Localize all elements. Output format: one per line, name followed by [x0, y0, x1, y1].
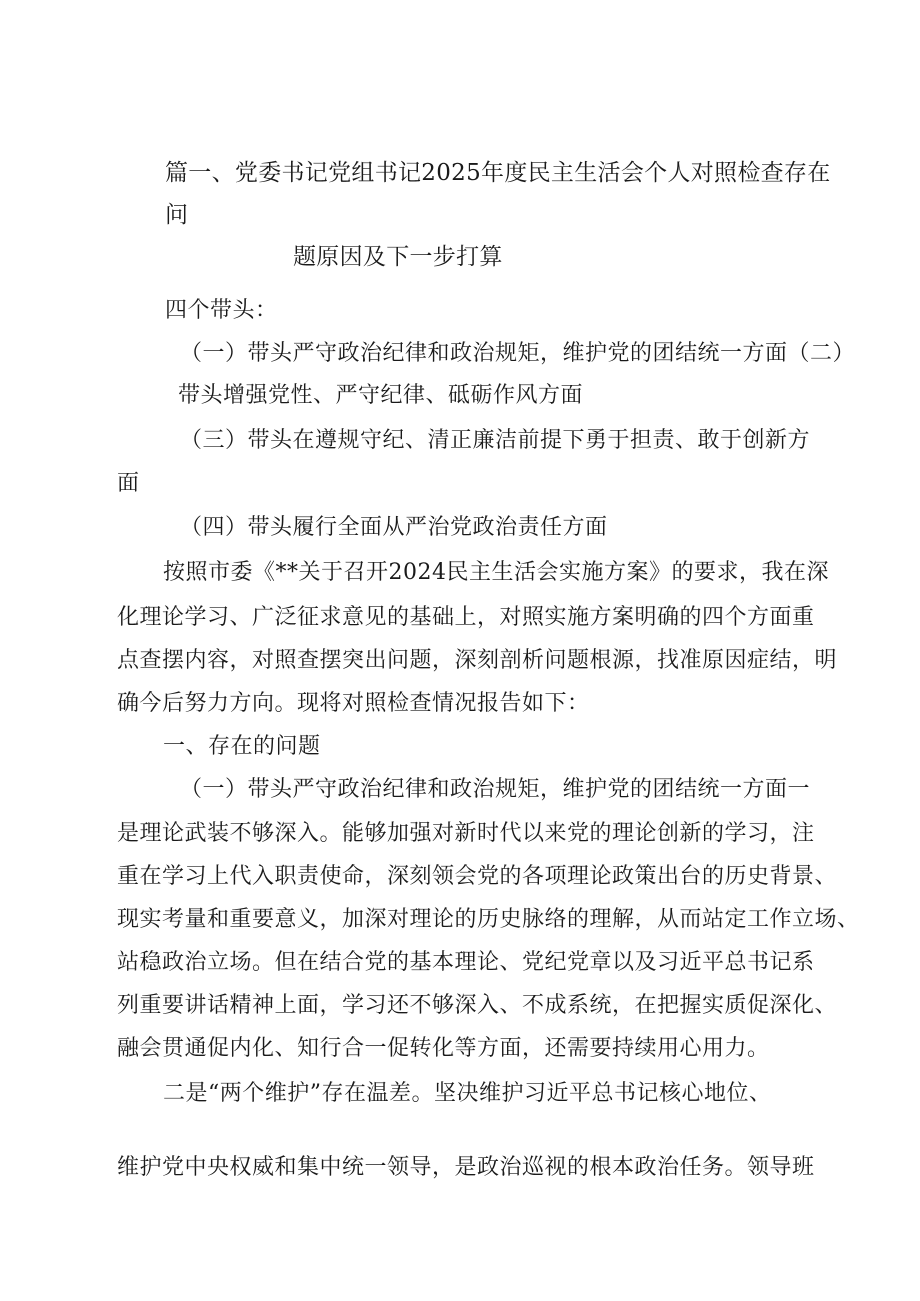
paragraph-line: 点查摆内容，对照查摆突出问题，深刻剖析问题根源，找准原因症结，明: [117, 648, 838, 673]
paragraph-line: 化理论学习、广泛征求意见的基础上，对照实施方案明确的四个方面重: [117, 605, 815, 630]
title-line-1: 篇一、党委书记党组书记2025年度民主生活会个人对照检查存在问: [165, 160, 831, 228]
paragraph-line: （一）带头严守政治纪律和政治规矩，维护党的团结统一方面（二）: [180, 341, 856, 366]
document-title: [165, 152, 845, 278]
paragraph-line: （一）带头严守政治纪律和政治规矩，维护党的团结统一方面一: [180, 777, 811, 802]
paragraph-line: 融会贯通促内化、知行合一促转化等方面，还需要持续用心用力。: [117, 1036, 770, 1061]
title-line-2: 题原因及下一步打算: [293, 244, 503, 270]
paragraph-line: 站稳政治立场。但在结合党的基本理论、党纪党章以及习近平总书记系: [117, 950, 815, 975]
section-heading: 一、存在的问题: [163, 734, 321, 759]
paragraph-line: （四）带头履行全面从严治党政治责任方面: [180, 515, 608, 540]
paragraph-line: 按照市委《**关于召开2024民主生活会实施方案》的要求，我在深: [163, 560, 829, 585]
paragraph-line: 是理论武装不够深入。能够加强对新时代以来党的理论创新的学习，注: [117, 821, 815, 846]
paragraph-line: 带头增强党性、严守纪律、砥砺作风方面: [178, 383, 584, 408]
paragraph-line: 维护党中央权威和集中统一领导，是政治巡视的根本政治任务。领导班: [117, 1155, 815, 1180]
paragraph-line: 面: [117, 471, 140, 496]
paragraph-line: 列重要讲话精神上面，学习还不够深入、不成系统，在把握实质促深化、: [117, 993, 838, 1018]
paragraph-line: 重在学习上代入职责使命，深刻领会党的各项理论政策出台的历史背景、: [117, 864, 838, 889]
paragraph-line: 现实考量和重要意义，加深对理论的历史脉络的理解，从而站定工作立场、: [117, 907, 860, 932]
paragraph-line: 确今后努力方向。现将对照检查情况报告如下：: [117, 691, 590, 716]
paragraph-line: （三）带头在遵规守纪、清正廉洁前提下勇于担责、敢于创新方: [180, 428, 811, 453]
paragraph-line: 二是“两个维护”存在温差。坚决维护习近平总书记核心地位、: [163, 1081, 772, 1106]
section-heading: 四个带头：: [165, 298, 278, 323]
